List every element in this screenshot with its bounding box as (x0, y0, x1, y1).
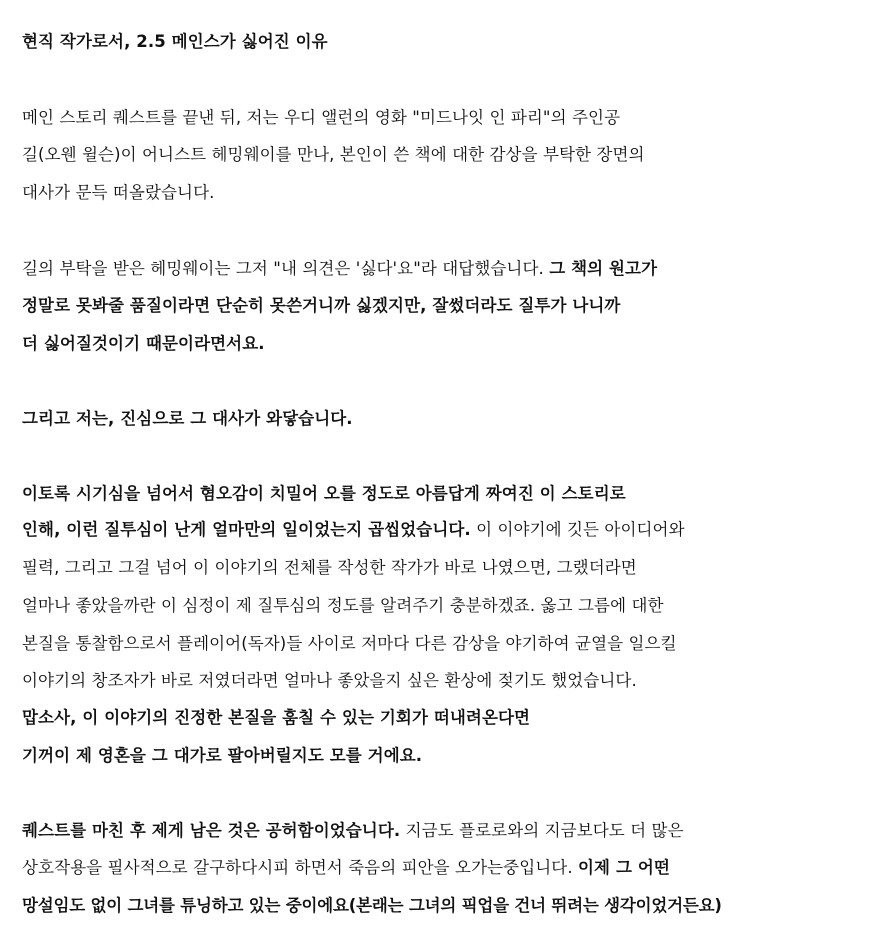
normal-text: 상호작용을 필사적으로 갈구하다시피 하면서 죽음의 피안을 오가는중입니다. (22, 858, 579, 877)
text-line (22, 819, 684, 843)
text-line: 메인 스토리 퀘스트를 끝낸 뒤, 저는 우디 앨런의 영화 "미드나잇 인 파리"의 주인공 (22, 108, 621, 127)
bold-text: 그 책의 원고가 (549, 259, 658, 278)
text-line: 이토록 시기심을 넘어서 혐오감이 치밀어 오를 정도로 아름답게 짜여진 이 스토리로 (22, 484, 626, 503)
text-line: 길(오웬 윌슨)이 어니스트 헤밍웨이를 만나, 본인이 쓴 책에 대한 감상을 부탁한 장면의 (22, 145, 645, 164)
normal-text: 길의 부탁을 받은 헤밍웨이는 그저 "내 의견은 '싫다'요"라 대답했습니다. (22, 259, 550, 278)
post-title: 현직 작가로서, 2.5 메인스가 싫어진 이유 (22, 32, 328, 51)
text-line: 망설임도 없이 그녀를 튜닝하고 있는 중이에요(본래는 그녀의 픽업을 건너 뛰려는 생각이었거든요) (22, 896, 722, 915)
text-line: 얼마나 좋았을까란 이 심정이 제 질투심의 정도를 알려주기 충분하겠죠. 옳고 그름에 대한 (22, 596, 664, 615)
normal-text: 이 이야기에 깃든 아이디어와 (470, 520, 685, 539)
text-line: 본질을 통찰함으로서 플레이어(독자)들 사이로 저마다 다른 감상을 야기하여 균열을 일으킬 (22, 634, 677, 653)
normal-text: 지금도 플로로와의 지금보다도 더 많은 (400, 821, 684, 840)
bold-text: 퀘스트를 마친 후 제게 남은 것은 공허함이었습니다. (22, 821, 401, 840)
text-line: 그리고 저는, 진심으로 그 대사가 와닿습니다. (22, 409, 353, 428)
bold-text: 인해, 이런 질투심이 난게 얼마만의 일이었는지 곱씹었습니다. (22, 520, 471, 539)
text-line (22, 518, 685, 542)
text-line: 필력, 그리고 그걸 넘어 이 이야기의 전체를 작성한 작가가 바로 나였으면, 그랬더라면 (22, 558, 637, 577)
text-line: 이야기의 창조자가 바로 저였더라면 얼마나 좋았을지 싶은 환상에 젖기도 했었습니다. (22, 671, 637, 690)
bold-text: 이제 그 어떤 (578, 858, 670, 877)
text-line: 대사가 문득 떠올랐습니다. (22, 183, 215, 202)
text-line: 정말로 못봐줄 품질이라면 단순히 못쓴거니까 싫겠지만, 잘썼더라도 질투가 나니까 (22, 296, 621, 315)
text-line (22, 856, 670, 880)
text-line: 맙소사, 이 이야기의 진정한 본질을 훔칠 수 있는 기회가 떠내려온다면 (22, 708, 531, 727)
text-line: 기꺼이 제 영혼을 그 대가로 팔아버릴지도 모를 거에요. (22, 746, 423, 765)
text-line: 더 싫어질것이기 때문이라면서요. (22, 334, 265, 353)
text-line (22, 257, 657, 281)
